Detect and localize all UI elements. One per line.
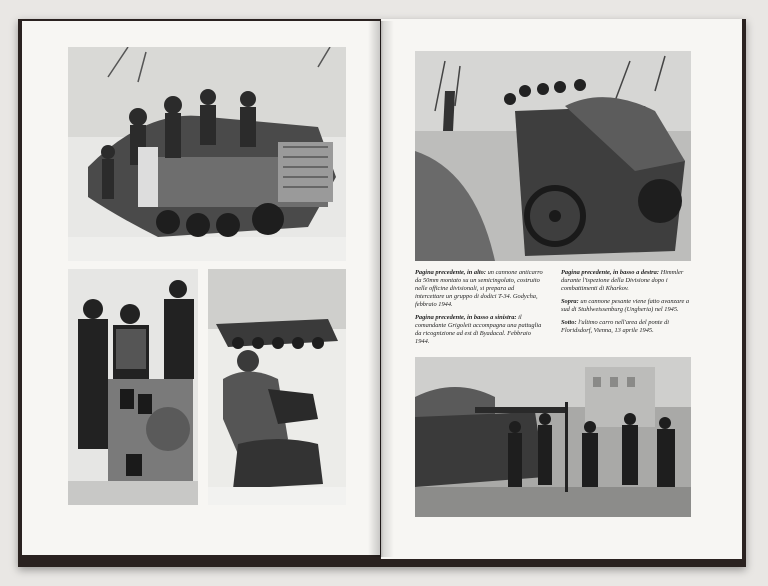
- caption-bottom-left: [415, 314, 545, 346]
- photo-tank-vienna: [415, 357, 691, 517]
- caption-top-left: [415, 269, 545, 309]
- caption-column-left: [415, 269, 545, 351]
- caption-text: il comandante Grigoleit accompagna una pattuglia da ricognizione ad est di Byadacal. Febbraio 1944.: [415, 314, 542, 345]
- caption-column-right: [561, 269, 691, 340]
- caption-above: [561, 298, 691, 314]
- caption-heading: Pagina precedente, in alto:: [415, 269, 486, 276]
- photo-soldier-sitting: [208, 269, 346, 505]
- caption-heading: Pagina precedente, in basso a sinistra:: [415, 314, 517, 321]
- caption-text: un cannone pesante viene fatto avanzare a sud di Stuhlweissenburg (Ungheria) nel 1945.: [561, 298, 690, 313]
- caption-heading: Sotto:: [561, 319, 577, 326]
- caption-heading: Sopra:: [561, 298, 579, 305]
- caption-bottom-right: [561, 269, 691, 293]
- photo-halftrack-snow: [68, 47, 346, 261]
- caption-heading: Pagina precedente, in basso a destra:: [561, 269, 659, 276]
- photo-officers-inspection: [68, 269, 198, 505]
- left-page: [22, 21, 380, 555]
- photo-heavy-gun-towed: [415, 51, 691, 261]
- book-spine: [368, 21, 394, 557]
- caption-text: un cannone anticarro da 50mm montato su un semicingolato, costruito nelle officine divisionali, si prepara ad intercettare un gruppo di dodici T-34. Godycha, febbraio 1944.: [415, 269, 543, 308]
- caption-text: Himmler durante l'ispezione della Divisione dopo i combattimenti di Kharkov.: [561, 269, 684, 292]
- caption-below: [561, 319, 691, 335]
- caption-text: l'ultimo carro nell'area del ponte di Floridsdorf, Vienna, 13 aprile 1945.: [561, 319, 670, 334]
- right-page: [381, 19, 742, 559]
